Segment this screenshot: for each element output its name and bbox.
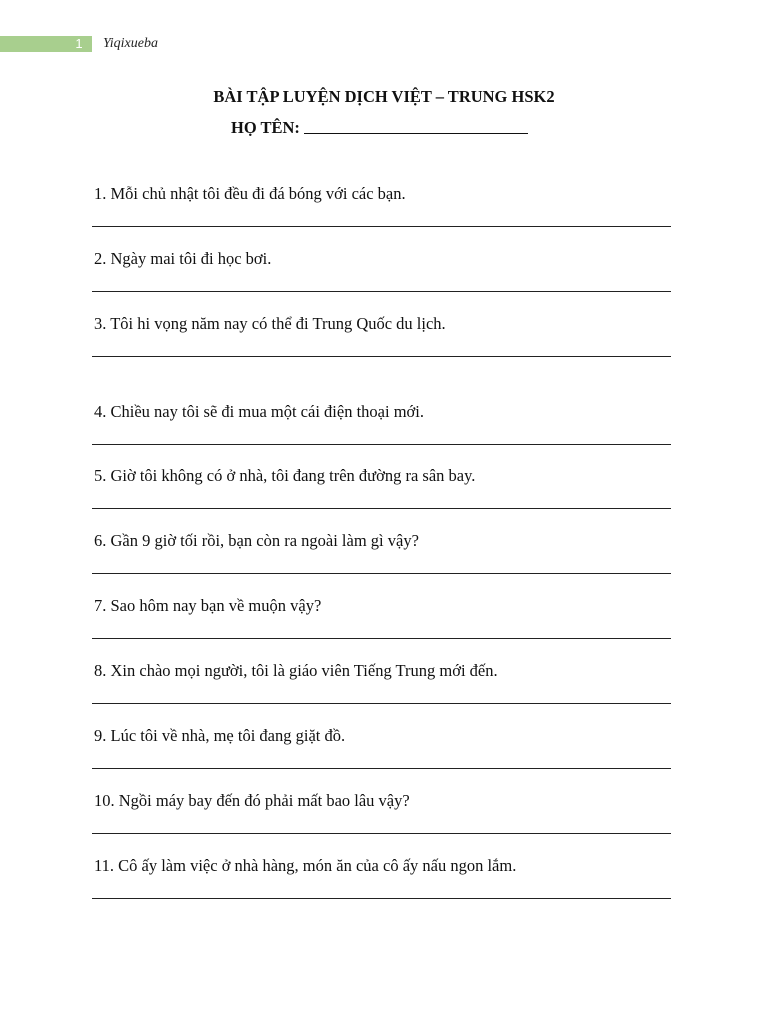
answer-line: [92, 444, 671, 445]
question-text: 8. Xin chào mọi người, tôi là giáo viên Tiếng Trung mới đến.: [94, 661, 498, 680]
question-text: 11. Cô ấy làm việc ở nhà hàng, món ăn của cô ấy nấu ngon lắm.: [94, 856, 517, 875]
question-item: [92, 726, 672, 776]
question-text: 4. Chiều nay tôi sẽ đi mua một cái điện thoại mới.: [94, 402, 424, 421]
question-text: 10. Ngồi máy bay đến đó phải mất bao lâu vậy?: [94, 791, 410, 810]
question-text: 6. Gần 9 giờ tối rồi, bạn còn ra ngoài làm gì vậy?: [94, 531, 419, 550]
question-item: [92, 314, 672, 364]
answer-line: [92, 703, 671, 704]
answer-line: [92, 768, 671, 769]
question-item: [92, 856, 672, 906]
question-item: [92, 466, 672, 516]
question-text: 1. Mỗi chủ nhật tôi đều đi đá bóng với các bạn.: [94, 184, 406, 203]
answer-line: [92, 573, 671, 574]
question-item: [92, 184, 672, 234]
answer-line: [92, 508, 671, 509]
answer-line: [92, 898, 671, 899]
question-list: [92, 0, 672, 1024]
question-item: [92, 661, 672, 711]
question-text: 2. Ngày mai tôi đi học bơi.: [94, 249, 272, 268]
name-label: HỌ TÊN:: [231, 118, 300, 137]
answer-line: [92, 833, 671, 834]
page-number: 1: [75, 36, 83, 51]
answer-line: [92, 638, 671, 639]
answer-line: [92, 356, 671, 357]
question-text: 5. Giờ tôi không có ở nhà, tôi đang trên đường ra sân bay.: [94, 466, 476, 485]
question-item: [92, 249, 672, 299]
question-text: 3. Tôi hi vọng năm nay có thể đi Trung Quốc du lịch.: [94, 314, 446, 333]
answer-line: [92, 291, 671, 292]
question-item: [92, 596, 672, 646]
header-brand: Yiqixueba: [103, 36, 158, 51]
question-item: [92, 402, 672, 452]
question-text: 7. Sao hôm nay bạn về muộn vậy?: [94, 596, 322, 615]
worksheet-title: BÀI TẬP LUYỆN DỊCH VIỆT – TRUNG HSK2: [213, 87, 555, 106]
answer-line: [92, 226, 671, 227]
question-item: [92, 791, 672, 841]
question-text: 9. Lúc tôi về nhà, mẹ tôi đang giặt đồ.: [94, 726, 346, 745]
question-item: [92, 531, 672, 581]
